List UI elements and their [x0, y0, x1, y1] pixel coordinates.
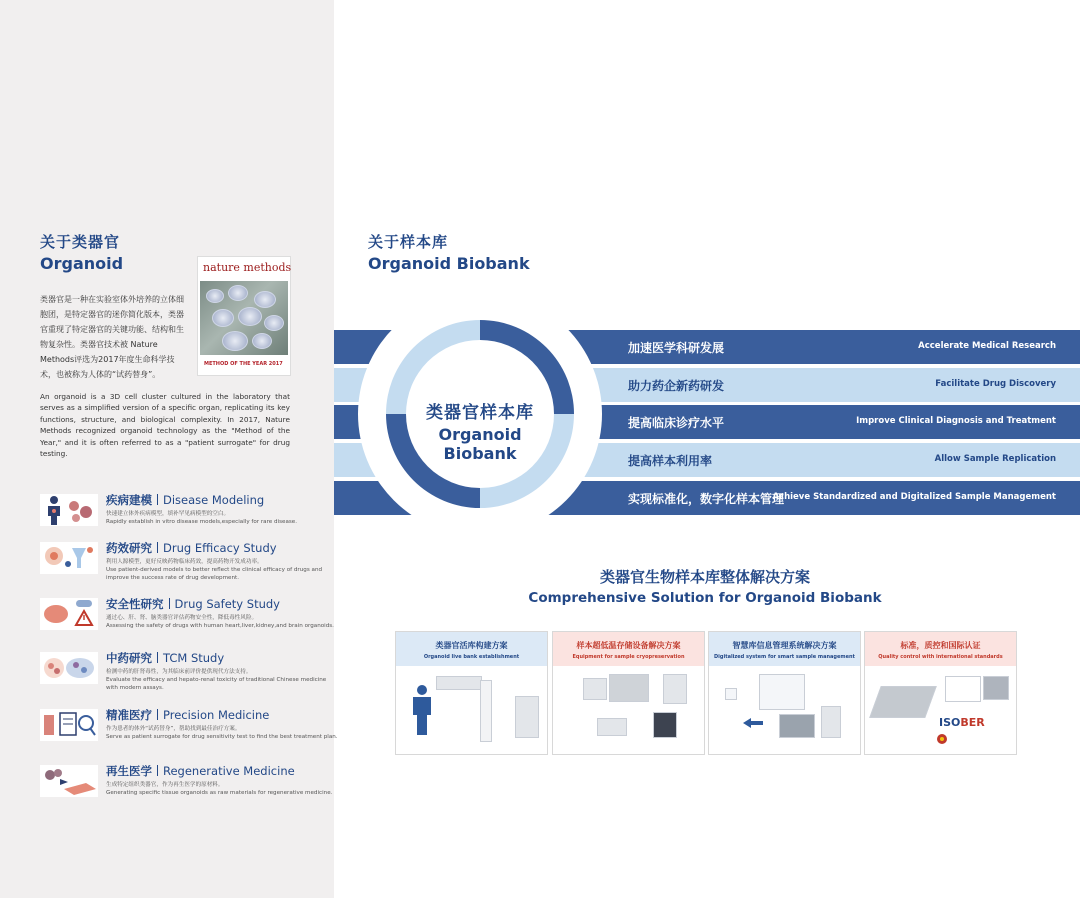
nature-methods-cover [197, 256, 291, 376]
card-illustration [709, 666, 860, 754]
regenerative-medicine-icon [40, 765, 98, 797]
card-title-en: Quality control with international standards [878, 654, 1003, 660]
app-title-en: Disease Modeling [163, 493, 265, 507]
app-desc-en: Generating specific tissue organoids as raw materials for regenerative medicine. [106, 790, 333, 796]
tcm-icon [40, 652, 98, 684]
card-title-en: Organoid live bank establishment [423, 654, 520, 660]
solution-card [395, 631, 548, 755]
solution-title-en: Comprehensive Solution for Organoid Biobank [528, 590, 882, 606]
card-illustration [396, 666, 547, 754]
card-title-en: Digitalized system for smart sample management [714, 654, 855, 660]
app-title-en: Regenerative Medicine [163, 764, 295, 778]
ring-label-en-line2: Biobank [443, 444, 517, 463]
goal-en: Accelerate Medical Research [918, 341, 1056, 351]
app-desc-en: Rapidly establish in vitro disease models,especially for rare disease. [106, 519, 298, 525]
goal-zh: 助力药企新药研发 [628, 379, 725, 393]
goal-zh: 实现标准化，数字化样本管理 [628, 492, 785, 506]
cover-journal-title: nature methods [203, 261, 292, 274]
drug-safety-warning-icon [40, 598, 98, 630]
app-title-zh: 精准医疗 [106, 708, 152, 722]
app-desc-zh: 快速建立体外疾病模型，填补罕见病模型的空白。 [106, 511, 230, 517]
cover-organoid-image [200, 281, 288, 355]
app-title-zh: 中药研究 [106, 651, 152, 665]
biobank-title-en: Organoid Biobank [368, 254, 530, 273]
app-title-zh: 安全性研究 [106, 597, 164, 611]
app-desc-en: Assessing the safety of drugs with human heart,liver,kidney,and brain organoids. [106, 623, 334, 629]
precision-medicine-icon [40, 709, 98, 741]
about-organoid-title-en: Organoid [40, 254, 124, 273]
card-illustration [865, 666, 1016, 754]
goal-zh: 提高临床诊疗水平 [628, 416, 725, 430]
goal-en: Achieve Standardized and Digitalized Sample Management [772, 492, 1056, 502]
ring-label-zh: 类器官样本库 [426, 403, 534, 423]
card-title-en: Equipment for sample cryopreservation [572, 654, 685, 660]
human-body-cells-icon [40, 494, 98, 526]
app-title-zh: 疾病建模 [106, 493, 152, 507]
app-desc-en: Evaluate the efficacy and hepato-renal toxicity of traditional Chinese medicine with modern assays. [106, 677, 327, 691]
card-title-zh: 智慧库信息管理系统解决方案 [732, 641, 837, 650]
iso-logo: ISOBER [939, 716, 985, 729]
biobank-title-zh: 关于样本库 [368, 233, 449, 251]
app-desc-en: Serve as patient surrogate for drug sensitivity test to find the best treatment plan. [106, 734, 338, 740]
solution-title-zh: 类器官生物样本库整体解决方案 [599, 568, 810, 586]
goal-zh: 提高样本利用率 [628, 454, 713, 468]
app-desc-zh: 利用人源模型，更好反映药物临床药效，提高药物开发成功率。 [106, 559, 263, 565]
solution-card [552, 631, 705, 755]
app-title-en: Drug Efficacy Study [163, 541, 277, 555]
app-title-zh: 药效研究 [106, 541, 152, 555]
card-illustration [553, 666, 704, 754]
drug-efficacy-icon [40, 542, 98, 574]
app-title-zh: 再生医学 [106, 764, 152, 778]
solution-card [864, 631, 1017, 755]
app-desc-zh: 通过心、肝、肾、脑类器官评估药物安全性，降低毒性风险。 [106, 615, 258, 621]
app-title-en: Precision Medicine [163, 708, 270, 722]
ring-label-en-line1: Organoid [438, 425, 522, 444]
card-title-zh: 样本超低温存储设备解决方案 [576, 641, 681, 650]
app-desc-en: Use patient-derived models to better reflect the clinical efficacy of drugs and improve the success rate of drug development. [106, 567, 323, 581]
about-organoid-title-zh: 关于类器官 [40, 233, 121, 251]
solution-card [708, 631, 861, 755]
app-desc-zh: 检测中药的肝肾毒性，为其临床前评价提供现代方法支持。 [106, 669, 252, 675]
goal-en: Allow Sample Replication [934, 454, 1056, 464]
app-title-en: TCM Study [163, 651, 225, 665]
goal-en: Improve Clinical Diagnosis and Treatment [856, 416, 1056, 426]
goal-en: Facilitate Drug Discovery [935, 379, 1056, 389]
card-title-zh: 标准，质控和国际认证 [900, 641, 981, 650]
app-title-en: Drug Safety Study [174, 597, 280, 611]
cover-caption: METHOD OF THE YEAR 2017 [204, 361, 283, 367]
app-desc-zh: 作为患者的体外“试药替身”，帮助找到最佳治疗方案。 [106, 726, 241, 732]
about-organoid-paragraph-en: An organoid is a 3D cell cluster cultured in the laboratory that serves as a simplified version of a specific organ, replicating its key functions, structure, and biological complexity. In 2017, Nature Methods recognized organoid technology as the "Method of the Year," and it is often referred to as a "patient surrogate" for drug testing. [40, 392, 290, 459]
app-desc-zh: 生成特定组织类器官，作为再生医学的原材料。 [106, 782, 224, 788]
card-title-zh: 类器官活库构建方案 [435, 641, 508, 650]
emblem-icon [937, 734, 947, 744]
goal-zh: 加速医学科研发展 [628, 341, 725, 355]
about-organoid-paragraph-zh: 类器官是一种在实验室体外培养的立体细胞团，是特定器官的迷你简化版本，类器官重现了特定器官的关键功能、结构和生物复杂性。类器官技术被 Nature Methods评选为2017年度生命科学技术，也被称为人体的“试药替身”。 [40, 295, 184, 379]
ring-label [400, 398, 560, 463]
